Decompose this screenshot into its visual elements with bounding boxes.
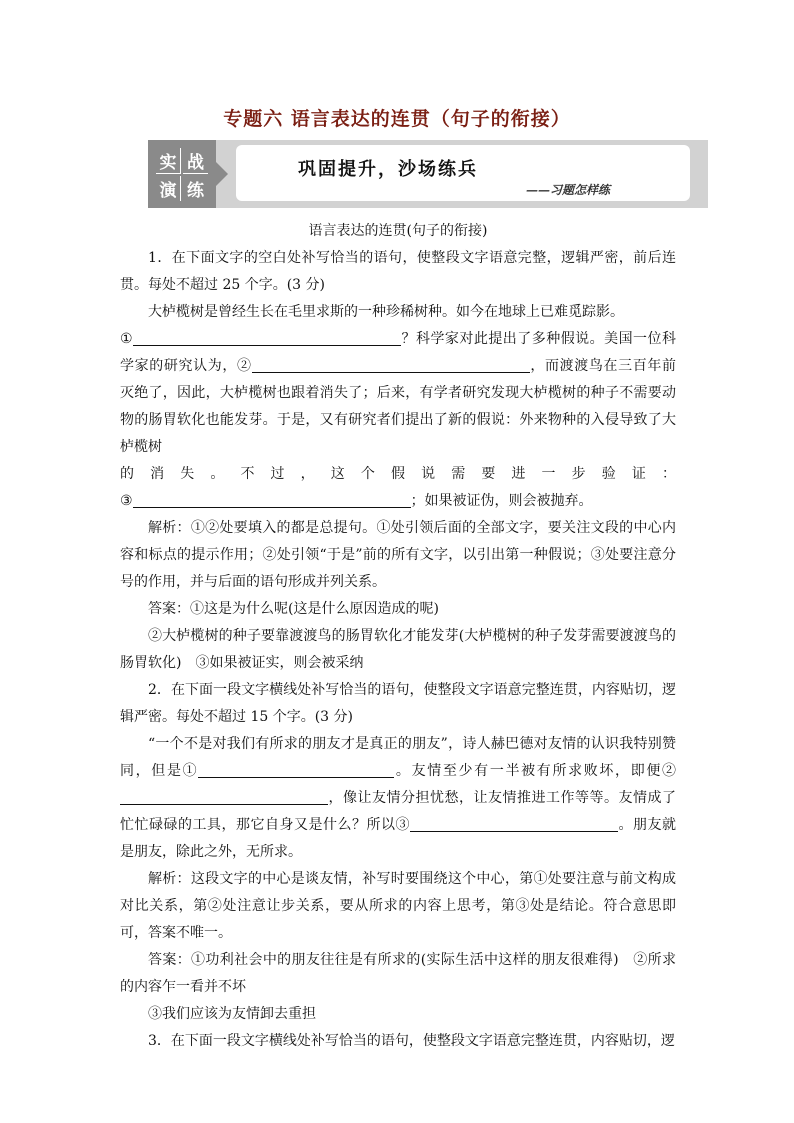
char: 要 (481, 466, 496, 482)
q1-marker-3: ③ (120, 493, 133, 509)
q2-passage (120, 731, 676, 866)
char: 步 (571, 466, 586, 482)
arrow-right-icon (216, 162, 228, 186)
char: 的 (120, 466, 134, 482)
q1-passage (120, 299, 676, 326)
answer-blank-6[interactable] (410, 813, 618, 832)
char: ， (300, 466, 315, 482)
answer-blank-3[interactable] (133, 489, 411, 508)
q1-analysis: 解析：①②处要填入的都是总提句。①处引领后面的全部文字，要关注文段的中心内容和标点的提示作用；②处引领“于是”前的所有文字，以引出第一种假说；③处要注意分号的作用，并与后面的语句形成并列关系。 (120, 520, 676, 590)
char: ： (661, 466, 676, 482)
char: 。 (210, 466, 225, 482)
document-body (120, 218, 676, 1055)
q1-spread-line (120, 461, 676, 488)
q1-answer-1: 答案：①这是为什么呢(这是什么原因造成的呢) (148, 601, 439, 617)
badge-char: 战 (183, 148, 208, 174)
badge-char: 实 (156, 148, 181, 174)
section-banner (148, 140, 708, 208)
practice-badge (148, 140, 216, 208)
char: 需 (451, 466, 466, 482)
q1-passage-cont (120, 326, 676, 461)
answer-blank-4[interactable] (198, 759, 394, 778)
answer-blank-5[interactable] (120, 786, 328, 805)
badge-char: 练 (187, 181, 204, 201)
q1-answer-2: ②大栌榄树的种子要靠渡渡鸟的肠胃软化才能发芽(大栌榄树的种子发芽需要渡渡鸟的肠胃软化) ③如果被证实，则会被采纳 (120, 628, 676, 671)
q2-prompt: 2．在下面一段文字横线处补写恰当的语句，使整段文字语意完整连贯，内容贴切，逻辑严密。每处不超过 15 个字。(3 分) (120, 682, 676, 725)
q1-text-3: ；如果被证伪，则会被抛弃。 (410, 493, 593, 509)
q2-analysis: 解析：这段文字的中心是谈友情，补写时要围绕这个中心，第①处要注意与前文构成对比关系，第②处注意让步关系，要从所求的内容上思考，第③处是结论。符合意思即可，答案不唯一。 (120, 871, 676, 941)
banner-subheading: ——习题怎样练 (526, 183, 611, 197)
q1-text-intro: 大栌榄树是曾经生长在毛里求斯的一种珍稀树种。如今在地球上已难觅踪影。 (148, 304, 624, 320)
char: 说 (421, 466, 436, 482)
char: 证 (631, 466, 646, 482)
banner-card (236, 145, 690, 201)
q2-text-3: 。朋友就是朋友，除此之外，无所求。 (120, 817, 676, 860)
char: 失 (180, 466, 195, 482)
q2-text-0: “一个不是对我们有所求的朋友才是真正的朋友”，诗人赫巴德对友情的认识我特别赞同，但是① (120, 736, 676, 779)
answer-blank-1[interactable] (133, 327, 401, 346)
q2-answer-2: ③我们应该为友情卸去重担 (148, 1006, 316, 1022)
char: 假 (390, 466, 405, 482)
char: 个 (360, 466, 375, 482)
q1-marker-1: ① (120, 331, 134, 347)
q2-text-2: ，像让友情分担忧愁，让友情推进工作等等。友情成了忙忙碌碌的工具，那它自身又是什么？所以③ (120, 790, 676, 833)
answer-blank-2[interactable] (252, 354, 530, 373)
q2-text-1: 。友情至少有一半被有所求败坏，即便② (394, 763, 677, 779)
char: 不 (240, 466, 255, 482)
char: 过 (270, 466, 285, 482)
q2-answer-1: 答案：①功利社会中的朋友往往是有所求的(实际生活中这样的朋友很难得) ②所求的内容乍一看并不坏 (120, 952, 676, 995)
q1-prompt: 1．在下面文字的空白处补写恰当的语句，使整段文字语意完整，逻辑严密，前后连贯。每处不超过 25 个字。(3 分) (120, 250, 676, 293)
section-title: 语言表达的连贯(句子的衔接) (308, 223, 488, 239)
q1-text-1: ？科学家对此提出了多种假说。美国一位科学家的研究认为，② (120, 331, 676, 374)
char: 一 (541, 466, 556, 482)
badge-char: 演 (156, 176, 181, 201)
char: 验 (601, 466, 616, 482)
q1-line-3 (120, 488, 676, 515)
char: 进 (511, 466, 526, 482)
banner-heading: 巩固提升，沙场练兵 (298, 159, 478, 180)
char: 消 (150, 466, 165, 482)
char: 这 (330, 466, 345, 482)
q1-text-2: ，而渡渡鸟在三百年前灭绝了，因此，大栌榄树也跟着消失了；后来，有学者研究发现大栌榄树的种子不需要动物的肠胃软化也能发芽。于是，又有研究者们提出了新的假说：外来物种的入侵导致了大栌榄树 (120, 358, 677, 455)
q3-prompt: 3．在下面一段文字横线处补写恰当的语句，使整段文字语意完整连贯，内容贴切，逻 (148, 1033, 675, 1049)
page-title: 专题六 语言表达的连贯（句子的衔接） (223, 108, 571, 130)
